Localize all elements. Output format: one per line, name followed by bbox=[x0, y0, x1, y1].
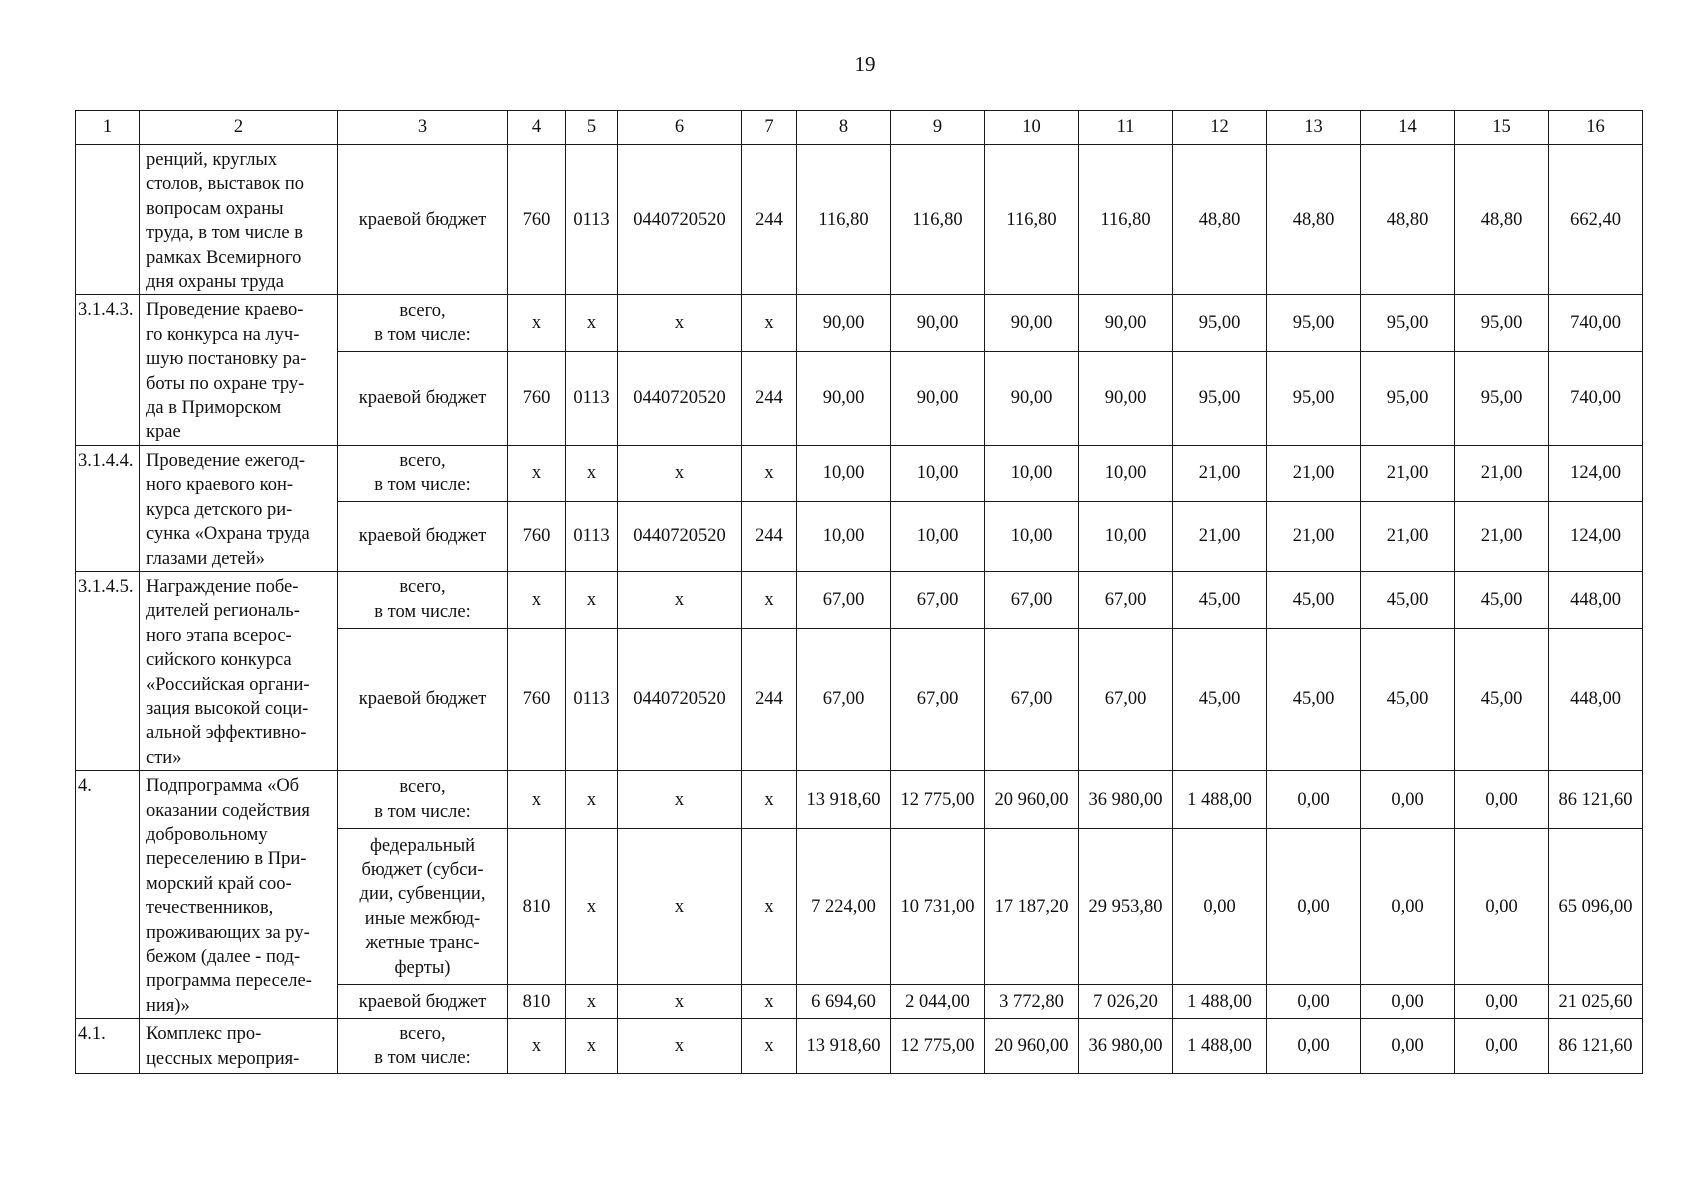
funding-source-line: краевой бюджет bbox=[358, 991, 487, 1012]
amount-col-8: 6 694,60 bbox=[797, 985, 891, 1019]
amount-col-16: 740,00 bbox=[1549, 352, 1643, 446]
amount-col-15: 21,00 bbox=[1455, 445, 1549, 501]
expense-type: 244 bbox=[742, 628, 797, 770]
activity-name-line: «Российская органи- bbox=[146, 674, 310, 695]
amount-col-14: 0,00 bbox=[1361, 1019, 1455, 1074]
activity-name bbox=[140, 445, 338, 571]
amount-col-8: 116,80 bbox=[797, 145, 891, 295]
amount-col-10: 90,00 bbox=[985, 295, 1079, 352]
column-header-1: 1 bbox=[76, 111, 140, 145]
admin-code: 760 bbox=[508, 628, 566, 770]
activity-name-line: добровольному bbox=[146, 824, 268, 845]
funding-source bbox=[338, 829, 508, 985]
amount-col-13: 0,00 bbox=[1267, 829, 1361, 985]
amount-col-11: 67,00 bbox=[1079, 628, 1173, 770]
row-number: 3.1.4.4. bbox=[76, 445, 140, 571]
activity-name-line: да в Приморском bbox=[146, 398, 282, 419]
activity-name-line: шую постановку ра- bbox=[146, 349, 307, 370]
funding-source-line: дии, субвенции, bbox=[359, 884, 486, 905]
activity-name bbox=[140, 571, 338, 770]
amount-col-11: 7 026,20 bbox=[1079, 985, 1173, 1019]
column-header-3: 3 bbox=[338, 111, 508, 145]
amount-col-10: 20 960,00 bbox=[985, 771, 1079, 829]
column-header-10: 10 bbox=[985, 111, 1079, 145]
section-code: x bbox=[566, 829, 618, 985]
activity-name-line: сийского конкурса bbox=[146, 650, 292, 671]
funding-source-line: всего, bbox=[399, 1023, 446, 1044]
funding-source-line: федеральный bbox=[369, 835, 476, 856]
funding-source-line: краевой бюджет bbox=[358, 209, 487, 230]
amount-col-10: 67,00 bbox=[985, 571, 1079, 628]
activity-name-line: Награждение побе- bbox=[146, 576, 299, 597]
amount-col-14: 45,00 bbox=[1361, 628, 1455, 770]
section-code: x bbox=[566, 295, 618, 352]
amount-col-12: 1 488,00 bbox=[1173, 1019, 1267, 1074]
activity-name bbox=[140, 295, 338, 445]
activity-name-line: оказании содействия bbox=[146, 800, 310, 821]
expense-type: x bbox=[742, 1019, 797, 1074]
activity-name bbox=[140, 771, 338, 1019]
amount-col-10: 10,00 bbox=[985, 445, 1079, 501]
column-header-6: 6 bbox=[618, 111, 742, 145]
funding-source-line: краевой бюджет bbox=[358, 526, 487, 547]
funding-source bbox=[338, 145, 508, 295]
amount-col-12: 21,00 bbox=[1173, 445, 1267, 501]
target-code: 0440720520 bbox=[618, 352, 742, 446]
target-code: x bbox=[618, 985, 742, 1019]
funding-source-line: в том числе: bbox=[374, 325, 471, 346]
amount-col-13: 45,00 bbox=[1267, 571, 1361, 628]
amount-col-13: 95,00 bbox=[1267, 352, 1361, 446]
amount-col-9: 2 044,00 bbox=[891, 985, 985, 1019]
amount-col-9: 12 775,00 bbox=[891, 771, 985, 829]
amount-col-13: 0,00 bbox=[1267, 1019, 1361, 1074]
target-code: 0440720520 bbox=[618, 628, 742, 770]
table-row bbox=[76, 571, 1643, 628]
row-number: 4.1. bbox=[76, 1019, 140, 1074]
row-number: 3.1.4.3. bbox=[76, 295, 140, 445]
section-code: 0113 bbox=[566, 628, 618, 770]
amount-col-12: 45,00 bbox=[1173, 628, 1267, 770]
amount-col-15: 0,00 bbox=[1455, 771, 1549, 829]
amount-col-14: 21,00 bbox=[1361, 445, 1455, 501]
amount-col-10: 20 960,00 bbox=[985, 1019, 1079, 1074]
amount-col-12: 21,00 bbox=[1173, 502, 1267, 572]
activity-name-line: боты по охране тру- bbox=[146, 373, 305, 394]
amount-col-10: 116,80 bbox=[985, 145, 1079, 295]
activity-name-line: труда, в том числе в bbox=[146, 223, 303, 244]
funding-source-line: всего, bbox=[399, 301, 446, 321]
funding-source bbox=[338, 571, 508, 628]
target-code: x bbox=[618, 295, 742, 352]
column-header-14: 14 bbox=[1361, 111, 1455, 145]
activity-name-line: дителей региональ- bbox=[146, 601, 300, 622]
funding-source-line: в том числе: bbox=[374, 1048, 471, 1069]
target-code: 0440720520 bbox=[618, 502, 742, 572]
column-header-2: 2 bbox=[140, 111, 338, 145]
amount-col-9: 10 731,00 bbox=[891, 829, 985, 985]
amount-col-11: 29 953,80 bbox=[1079, 829, 1173, 985]
expense-type: 244 bbox=[742, 145, 797, 295]
amount-col-9: 90,00 bbox=[891, 295, 985, 352]
admin-code: x bbox=[508, 295, 566, 352]
activity-name-line: альной эффективно- bbox=[146, 723, 307, 744]
amount-col-12: 1 488,00 bbox=[1173, 985, 1267, 1019]
activity-name-line: дня охраны труда bbox=[146, 272, 284, 293]
activity-name-line: ного краевого кон- bbox=[146, 475, 294, 496]
admin-code: x bbox=[508, 1019, 566, 1074]
column-header-13: 13 bbox=[1267, 111, 1361, 145]
amount-col-8: 10,00 bbox=[797, 502, 891, 572]
amount-col-15: 0,00 bbox=[1455, 985, 1549, 1019]
activity-name-line: Проведение краево- bbox=[146, 300, 304, 321]
column-header-12: 12 bbox=[1173, 111, 1267, 145]
row-number bbox=[76, 145, 140, 295]
column-header-15: 15 bbox=[1455, 111, 1549, 145]
amount-col-14: 21,00 bbox=[1361, 502, 1455, 572]
amount-col-12: 0,00 bbox=[1173, 829, 1267, 985]
amount-col-15: 0,00 bbox=[1455, 829, 1549, 985]
activity-name-line: морский край соо- bbox=[146, 873, 292, 894]
activity-name-line: глазами детей» bbox=[146, 548, 265, 569]
amount-col-9: 12 775,00 bbox=[891, 1019, 985, 1074]
amount-col-15: 45,00 bbox=[1455, 571, 1549, 628]
amount-col-11: 10,00 bbox=[1079, 445, 1173, 501]
amount-col-11: 90,00 bbox=[1079, 352, 1173, 446]
amount-col-15: 48,80 bbox=[1455, 145, 1549, 295]
funding-source-line: жетные транс- bbox=[365, 933, 480, 954]
row-number: 3.1.4.5. bbox=[76, 571, 140, 770]
activity-name-line: цессных мероприя- bbox=[146, 1048, 300, 1069]
funding-source-line: всего, bbox=[399, 577, 446, 598]
amount-col-9: 10,00 bbox=[891, 445, 985, 501]
target-code: x bbox=[618, 445, 742, 501]
amount-col-16: 86 121,60 bbox=[1549, 771, 1643, 829]
amount-col-16: 65 096,00 bbox=[1549, 829, 1643, 985]
amount-col-8: 90,00 bbox=[797, 352, 891, 446]
amount-col-12: 48,80 bbox=[1173, 145, 1267, 295]
activity-name-line: течественников, bbox=[146, 898, 274, 919]
funding-source bbox=[338, 1019, 508, 1074]
funding-source bbox=[338, 628, 508, 770]
row-number: 4. bbox=[76, 771, 140, 1019]
amount-col-13: 48,80 bbox=[1267, 145, 1361, 295]
amount-col-8: 10,00 bbox=[797, 445, 891, 501]
table-row bbox=[76, 295, 1643, 352]
admin-code: 760 bbox=[508, 502, 566, 572]
target-code: x bbox=[618, 829, 742, 985]
activity-name-line: вопросам охраны bbox=[146, 198, 284, 219]
activity-name-line: программа переселе- bbox=[146, 971, 312, 992]
activity-name-line: курса детского ри- bbox=[146, 499, 293, 520]
activity-name-line: сти» bbox=[146, 747, 182, 768]
column-header-7: 7 bbox=[742, 111, 797, 145]
page-number: 19 bbox=[854, 52, 876, 76]
activity-name-line: ния)» bbox=[146, 995, 190, 1016]
column-header-5: 5 bbox=[566, 111, 618, 145]
amount-col-8: 67,00 bbox=[797, 628, 891, 770]
amount-col-12: 95,00 bbox=[1173, 352, 1267, 446]
amount-col-12: 1 488,00 bbox=[1173, 771, 1267, 829]
amount-col-13: 21,00 bbox=[1267, 445, 1361, 501]
target-code: x bbox=[618, 571, 742, 628]
amount-col-9: 67,00 bbox=[891, 571, 985, 628]
funding-source bbox=[338, 295, 508, 352]
amount-col-16: 124,00 bbox=[1549, 502, 1643, 572]
table-row bbox=[76, 145, 1643, 295]
expense-type: x bbox=[742, 829, 797, 985]
activity-name-line: рамках Всемирного bbox=[146, 247, 302, 268]
activity-name-line: ного этапа всерос- bbox=[146, 625, 292, 646]
amount-col-14: 45,00 bbox=[1361, 571, 1455, 628]
amount-col-11: 10,00 bbox=[1079, 502, 1173, 572]
section-code: x bbox=[566, 1019, 618, 1074]
admin-code: 760 bbox=[508, 145, 566, 295]
amount-col-9: 90,00 bbox=[891, 352, 985, 446]
budget-table bbox=[75, 110, 1643, 1074]
table-row bbox=[76, 445, 1643, 501]
amount-col-15: 21,00 bbox=[1455, 502, 1549, 572]
activity-name-line: переселению в При- bbox=[146, 849, 307, 870]
amount-col-16: 21 025,60 bbox=[1549, 985, 1643, 1019]
funding-source-line: краевой бюджет bbox=[358, 689, 487, 710]
funding-source-line: в том числе: bbox=[374, 475, 471, 496]
amount-col-9: 67,00 bbox=[891, 628, 985, 770]
admin-code: 760 bbox=[508, 352, 566, 446]
amount-col-14: 95,00 bbox=[1361, 295, 1455, 352]
table-row bbox=[76, 771, 1643, 829]
amount-col-13: 0,00 bbox=[1267, 985, 1361, 1019]
expense-type: x bbox=[742, 985, 797, 1019]
amount-col-8: 13 918,60 bbox=[797, 1019, 891, 1074]
amount-col-10: 17 187,20 bbox=[985, 829, 1079, 985]
amount-col-11: 116,80 bbox=[1079, 145, 1173, 295]
target-code: x bbox=[618, 1019, 742, 1074]
section-code: x bbox=[566, 445, 618, 501]
table-header-row bbox=[76, 111, 1643, 145]
expense-type: x bbox=[742, 295, 797, 352]
amount-col-12: 45,00 bbox=[1173, 571, 1267, 628]
amount-col-14: 0,00 bbox=[1361, 985, 1455, 1019]
amount-col-14: 0,00 bbox=[1361, 771, 1455, 829]
expense-type: x bbox=[742, 445, 797, 501]
admin-code: x bbox=[508, 571, 566, 628]
admin-code: 810 bbox=[508, 985, 566, 1019]
amount-col-8: 90,00 bbox=[797, 295, 891, 352]
amount-col-16: 124,00 bbox=[1549, 445, 1643, 501]
amount-col-14: 0,00 bbox=[1361, 829, 1455, 985]
funding-source-line: всего, bbox=[399, 777, 446, 798]
amount-col-11: 90,00 bbox=[1079, 295, 1173, 352]
amount-col-8: 67,00 bbox=[797, 571, 891, 628]
funding-source bbox=[338, 352, 508, 446]
amount-col-11: 67,00 bbox=[1079, 571, 1173, 628]
amount-col-15: 0,00 bbox=[1455, 1019, 1549, 1074]
activity-name-line: бежом (далее - под- bbox=[146, 947, 301, 967]
admin-code: 810 bbox=[508, 829, 566, 985]
expense-type: x bbox=[742, 571, 797, 628]
section-code: x bbox=[566, 985, 618, 1019]
amount-col-15: 45,00 bbox=[1455, 628, 1549, 770]
amount-col-16: 86 121,60 bbox=[1549, 1019, 1643, 1074]
amount-col-13: 45,00 bbox=[1267, 628, 1361, 770]
amount-col-16: 662,40 bbox=[1549, 145, 1643, 295]
amount-col-9: 116,80 bbox=[891, 145, 985, 295]
activity-name-line: ренций, круглых bbox=[146, 150, 278, 170]
activity-name-line: Комплекс про- bbox=[146, 1024, 262, 1045]
section-code: 0113 bbox=[566, 352, 618, 446]
funding-source-line: ферты) bbox=[394, 957, 451, 978]
activity-name-line: зация высокой соци- bbox=[146, 698, 309, 719]
funding-source-line: в том числе: bbox=[374, 601, 471, 622]
expense-type: 244 bbox=[742, 352, 797, 446]
amount-col-14: 48,80 bbox=[1361, 145, 1455, 295]
activity-name-line: го конкурса на луч- bbox=[146, 324, 300, 345]
amount-col-10: 67,00 bbox=[985, 628, 1079, 770]
activity-name-line: проживающих за ру- bbox=[146, 922, 310, 943]
funding-source-line: всего, bbox=[399, 451, 446, 472]
amount-col-13: 95,00 bbox=[1267, 295, 1361, 352]
amount-col-10: 10,00 bbox=[985, 502, 1079, 572]
activity-name-line: сунка «Охрана труда bbox=[146, 524, 310, 545]
activity-name-line: столов, выставок по bbox=[146, 174, 305, 195]
amount-col-14: 95,00 bbox=[1361, 352, 1455, 446]
amount-col-16: 740,00 bbox=[1549, 295, 1643, 352]
admin-code: x bbox=[508, 771, 566, 829]
target-code: x bbox=[618, 771, 742, 829]
column-header-16: 16 bbox=[1549, 111, 1643, 145]
activity-name-line: Проведение ежегод- bbox=[146, 450, 306, 471]
column-header-8: 8 bbox=[797, 111, 891, 145]
amount-col-15: 95,00 bbox=[1455, 295, 1549, 352]
section-code: x bbox=[566, 771, 618, 829]
funding-source-line: бюджет (субси- bbox=[361, 860, 484, 881]
amount-col-15: 95,00 bbox=[1455, 352, 1549, 446]
amount-col-13: 0,00 bbox=[1267, 771, 1361, 829]
activity-name bbox=[140, 145, 338, 295]
funding-source-line: в том числе: bbox=[374, 801, 471, 822]
column-header-4: 4 bbox=[508, 111, 566, 145]
funding-source-line: иные межбюд- bbox=[364, 908, 481, 929]
amount-col-12: 95,00 bbox=[1173, 295, 1267, 352]
activity-name-line: крае bbox=[146, 422, 181, 443]
table-row bbox=[76, 1019, 1643, 1074]
section-code: 0113 bbox=[566, 145, 618, 295]
amount-col-8: 7 224,00 bbox=[797, 829, 891, 985]
activity-name-line: Подпрограмма «Об bbox=[146, 776, 300, 797]
target-code: 0440720520 bbox=[618, 145, 742, 295]
funding-source bbox=[338, 445, 508, 501]
expense-type: x bbox=[742, 771, 797, 829]
amount-col-11: 36 980,00 bbox=[1079, 771, 1173, 829]
amount-col-8: 13 918,60 bbox=[797, 771, 891, 829]
column-header-9: 9 bbox=[891, 111, 985, 145]
expense-type: 244 bbox=[742, 502, 797, 572]
admin-code: x bbox=[508, 445, 566, 501]
amount-col-10: 90,00 bbox=[985, 352, 1079, 446]
funding-source bbox=[338, 771, 508, 829]
amount-col-13: 21,00 bbox=[1267, 502, 1361, 572]
section-code: 0113 bbox=[566, 502, 618, 572]
activity-name bbox=[140, 1019, 338, 1074]
amount-col-16: 448,00 bbox=[1549, 571, 1643, 628]
section-code: x bbox=[566, 571, 618, 628]
amount-col-16: 448,00 bbox=[1549, 628, 1643, 770]
amount-col-10: 3 772,80 bbox=[985, 985, 1079, 1019]
amount-col-11: 36 980,00 bbox=[1079, 1019, 1173, 1074]
funding-source bbox=[338, 985, 508, 1019]
funding-source bbox=[338, 502, 508, 572]
amount-col-9: 10,00 bbox=[891, 502, 985, 572]
column-header-11: 11 bbox=[1079, 111, 1173, 145]
funding-source-line: краевой бюджет bbox=[358, 388, 487, 409]
